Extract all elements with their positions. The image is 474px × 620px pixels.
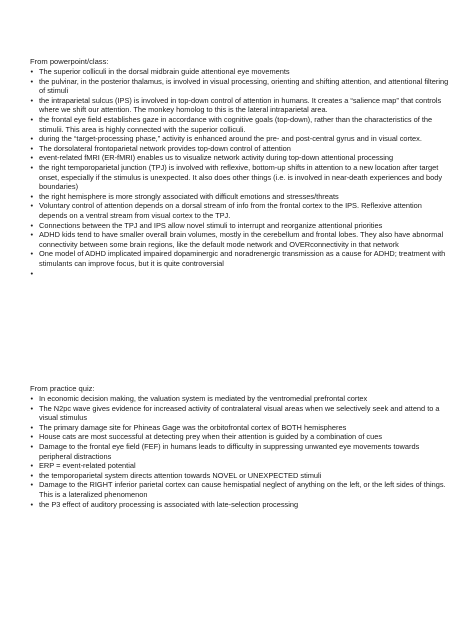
section-powerpoint-notes: [30, 57, 450, 278]
list-item: [30, 96, 450, 115]
list-item: [30, 442, 450, 461]
bullet-marker: •: [30, 422, 34, 432]
bullet-marker: •: [30, 249, 34, 259]
list-item-text: ERP = event-related potential: [39, 461, 136, 471]
list-item: [30, 163, 450, 192]
bullet-list: [30, 67, 450, 278]
list-item-text: House cats are most successful at detecting prey when their attention is guided by a combination of cues: [39, 432, 383, 442]
list-item: [30, 153, 450, 163]
list-item-text: the right hemisphere is more strongly associated with difficult emotions and stresses/threats: [39, 191, 339, 201]
list-item-text: the temporoparietal system directs attention towards NOVEL or UNEXPECTED stimuli: [39, 470, 322, 480]
bullet-marker: •: [30, 470, 34, 480]
list-item-text: the right temporoparietal junction (TPJ) is involved with reflexive, bottom-up shifts in attention to a new location after target onset, especially if the stimulus is unexpected. It also does other things (i.e. is involved in near-death experiences and body boundaries): [39, 163, 443, 192]
list-item: [30, 423, 450, 433]
list-item: [30, 192, 450, 202]
list-item: [30, 201, 450, 220]
list-item: [30, 134, 450, 144]
list-item: [30, 461, 450, 471]
list-item-text: Connections between the TPJ and IPS allow novel stimuli to interrupt and reorganize attentional priorities: [39, 220, 383, 230]
list-item: [30, 67, 450, 77]
bullet-marker: •: [30, 442, 34, 452]
bullet-marker: •: [30, 134, 34, 144]
list-item: [30, 77, 450, 96]
list-item-text: One model of ADHD implicated impaired dopaminergic and noradrenergic transmission as a cause for ADHD; treatment with stimulants can improve focus, but it is quite controversial: [39, 249, 446, 268]
list-item: [30, 471, 450, 481]
bullet-marker: •: [30, 220, 34, 230]
list-item-text: The superior colliculi in the dorsal midbrain guide attentional eye movements: [39, 67, 290, 77]
list-item-text: the pulvinar, in the posterior thalamus, is involved in visual processing, orienting and shifting attention, and attentional filtering of stimuli: [39, 76, 449, 96]
list-item: [30, 249, 450, 268]
bullet-marker: •: [30, 394, 34, 404]
list-item-text: the P3 effect of auditory processing is associated with late-selection processing: [39, 499, 299, 509]
list-item-empty: [30, 269, 450, 279]
list-item-text: Voluntary control of attention depends on a dorsal stream of info from the frontal cortex to the IPS. Reflexive attention depends on a ventral stream from visual cortex to the TPJ.: [39, 201, 422, 220]
list-item: [30, 144, 450, 154]
bullet-marker: •: [30, 201, 34, 211]
list-item: [30, 221, 450, 231]
bullet-marker: •: [30, 143, 34, 153]
list-item-text: The N2pc wave gives evidence for increased activity of contralateral visual areas when we selectively seek and attend to a visual stimulus: [39, 403, 440, 423]
section-practice-quiz: [30, 384, 450, 509]
bullet-marker: •: [30, 163, 34, 173]
list-item-text: Damage to the frontal eye field (FEF) in humans leads to difficulty in suppressing unwanted eye movements towards peripheral distractions: [39, 442, 420, 461]
list-item-text: during the “target-processing phase,” activity is enhanced around the pre- and post-central gyrus and in visual cortex.: [39, 134, 422, 144]
section-heading: From practice quiz:: [30, 384, 95, 393]
list-item-text: the frontal eye field establishes gaze in accordance with cognitive goals (top-down), rather than the characteristics of the stimulii. This area is highly connected with the superior colliculi.: [39, 115, 433, 134]
bullet-marker: •: [30, 480, 34, 490]
bullet-marker: •: [30, 268, 34, 278]
bullet-marker: •: [30, 191, 34, 201]
list-item-text: In economic decision making, the valuation system is mediated by the ventromedial prefrontal cortex: [39, 394, 368, 404]
list-item-text: Damage to the RIGHT inferior parietal cortex can cause hemispatial neglect of anything on the left, or the left sides of things. This is a lateralized phenomenon: [39, 480, 446, 500]
bullet-marker: •: [30, 153, 34, 163]
list-item: [30, 480, 450, 499]
bullet-marker: •: [30, 432, 34, 442]
list-item-text: ADHD kids tend to have smaller overall brain volumes, mostly in the cerebellum and frontal lobes. They also have abnormal connectivity between some brain regions, like the default mode network and OVERconnectivity in that network: [39, 230, 444, 249]
bullet-marker: •: [30, 499, 34, 509]
list-item-text: The primary damage site for Phineas Gage was the orbitofrontal cortex of BOTH hemispheres: [39, 422, 347, 432]
bullet-marker: •: [30, 67, 34, 77]
list-item: [30, 404, 450, 423]
list-item-text: the intraparietal sulcus (IPS) is involved in top-down control of attention in humans. It creates a “salience map” that controls where we shift our attention. The monkey homolog to this is the lateral intraparietal area.: [39, 95, 442, 115]
list-item: [30, 115, 450, 134]
bullet-marker: •: [30, 403, 34, 413]
bullet-marker: •: [30, 230, 34, 240]
list-item: [30, 394, 450, 404]
list-item-text: event-related fMRI (ER-fMRI) enables us to visualize network activity during top-down attentional processing: [39, 153, 394, 163]
bullet-marker: •: [30, 461, 34, 471]
list-item: [30, 432, 450, 442]
list-item: [30, 230, 450, 249]
bullet-marker: •: [30, 95, 34, 105]
list-item-text: The dorsolateral frontoparietal network provides top-down control of attention: [39, 143, 291, 153]
list-item: [30, 500, 450, 510]
bullet-list: [30, 394, 450, 509]
bullet-marker: •: [30, 115, 34, 125]
bullet-marker: •: [30, 76, 34, 86]
section-heading: From powerpoint/class:: [30, 57, 109, 66]
